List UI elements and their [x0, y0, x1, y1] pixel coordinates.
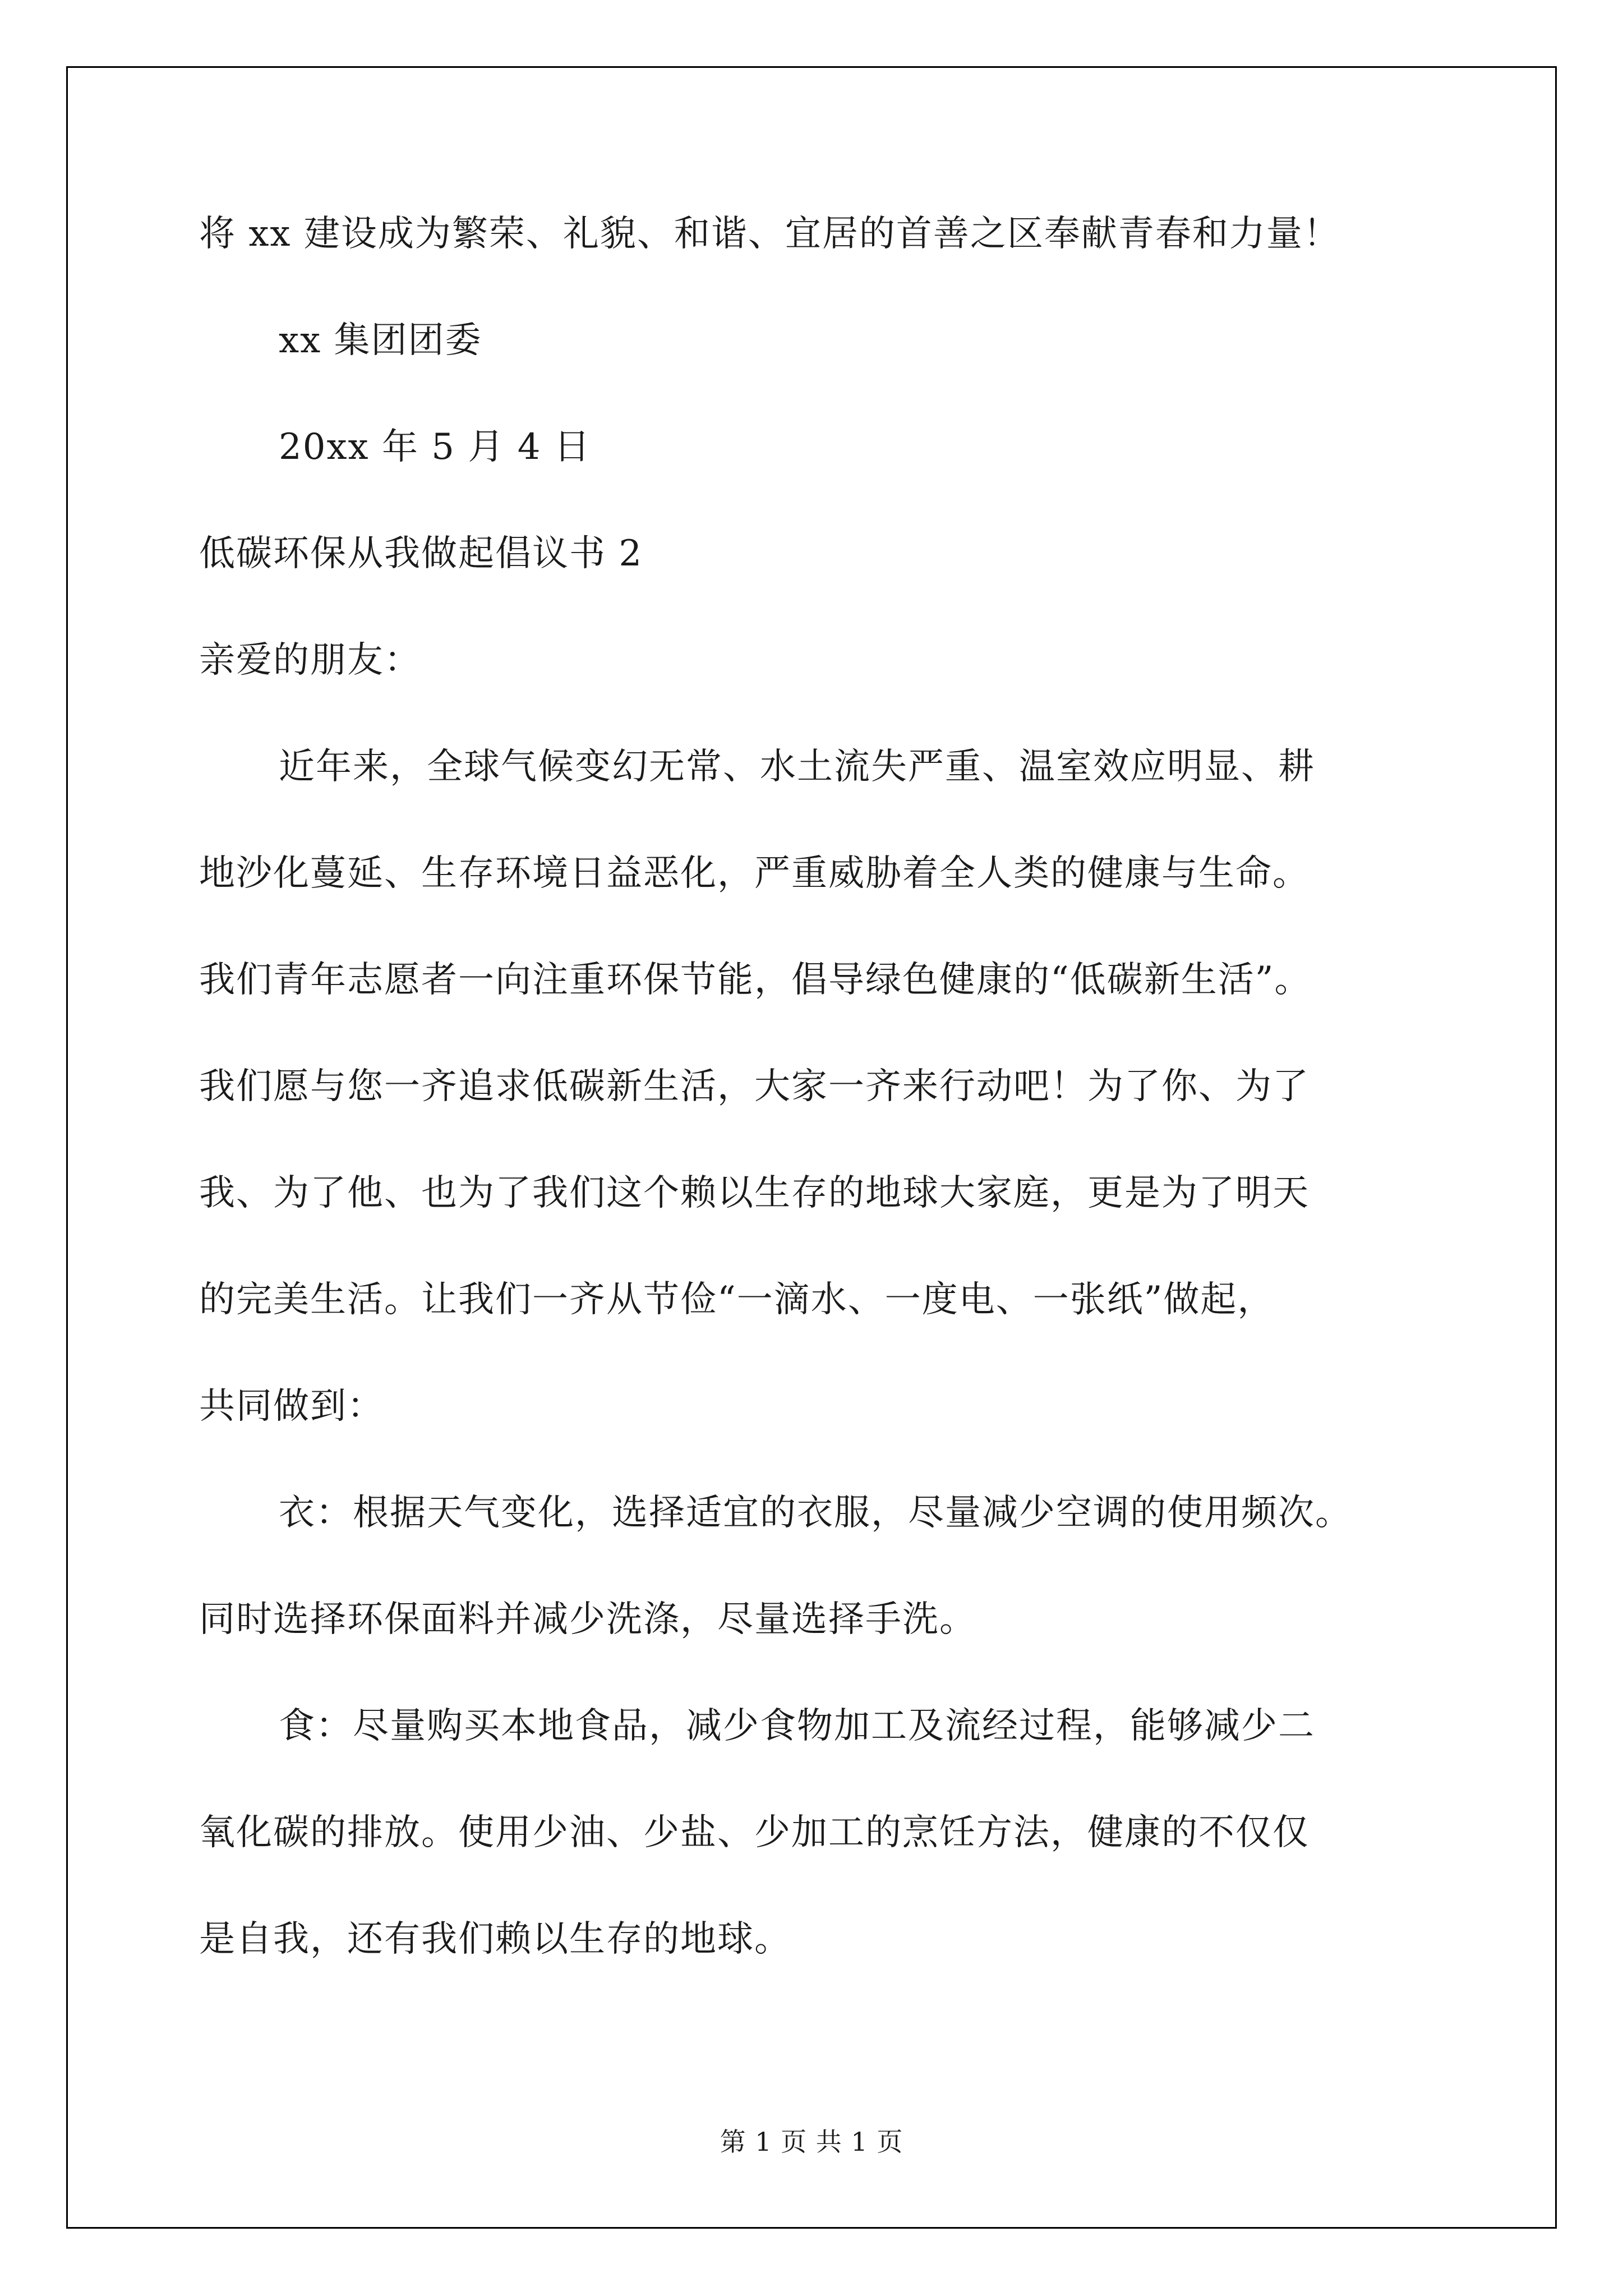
signature-date: 20xx 年 5 月 4 日: [279, 426, 591, 468]
salutation: 亲爱的朋友：: [199, 639, 421, 681]
paragraph-line: 的完美生活。让我们一齐从节俭“一滴水、一度电、一张纸”做起，: [199, 1279, 1275, 1320]
page-border: [66, 66, 1557, 2229]
paragraph-line: 我们青年志愿者一向注重环保节能，倡导绿色健康的“低碳新生活”。: [199, 959, 1312, 1001]
paragraph-line: 同时选择环保面料并减少洗涤，尽量选择手洗。: [199, 1599, 976, 1640]
paragraph-line: 我、为了他、也为了我们这个赖以生存的地球大家庭，更是为了明天: [199, 1172, 1310, 1214]
page-footer: 第 1 页 共 1 页: [720, 2127, 903, 2157]
paragraph-line: 地沙化蔓延、生存环境日益恶化，严重威胁着全人类的健康与生命。: [199, 853, 1310, 894]
paragraph-line: 是自我，还有我们赖以生存的地球。: [199, 1918, 791, 1960]
paragraph-line: 将 xx 建设成为繁荣、礼貌、和谐、宜居的首善之区奉献青春和力量！: [199, 213, 1340, 255]
paragraph-line: 我们愿与您一齐追求低碳新生活，大家一齐来行动吧！为了你、为了: [199, 1066, 1310, 1107]
signature-organization: xx 集团团委: [279, 320, 482, 361]
paragraph-line: 近年来，全球气候变幻无常、水土流失严重、温室效应明显、耕: [279, 746, 1315, 788]
paragraph-line: 衣：根据天气变化，选择适宜的衣服，尽量减少空调的使用频次。: [279, 1492, 1352, 1534]
paragraph-line: 食：尽量购买本地食品，减少食物加工及流经过程，能够减少二: [279, 1705, 1315, 1747]
paragraph-line: 氧化碳的排放。使用少油、少盐、少加工的烹饪方法，健康的不仅仅: [199, 1812, 1310, 1853]
paragraph-line: 共同做到：: [199, 1386, 384, 1427]
document-title: 低碳环保从我做起倡议书 2: [199, 533, 643, 574]
